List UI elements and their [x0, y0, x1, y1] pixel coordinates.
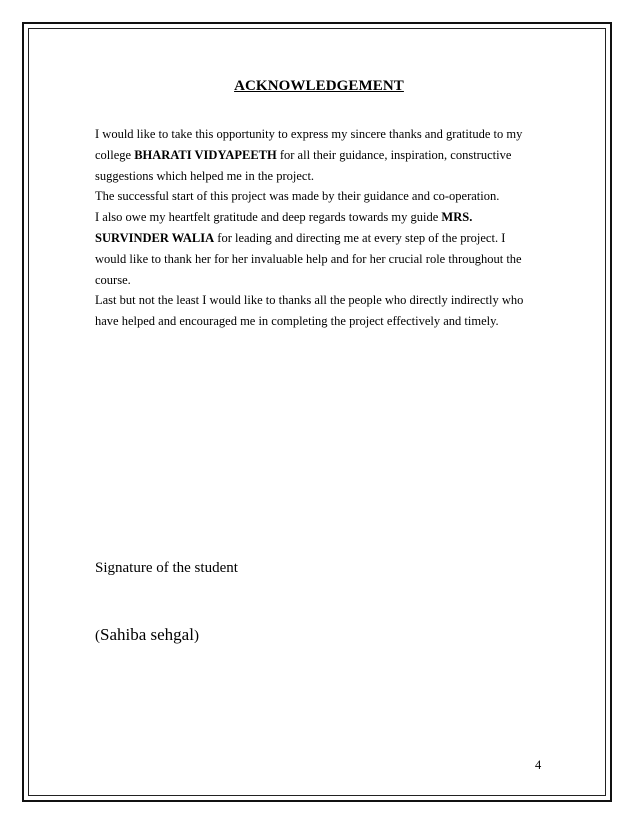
- body-line: would like to thank her for her invaluable help and for her crucial role throughout the: [95, 251, 522, 266]
- student-name-text: Sahiba sehgal: [100, 625, 194, 644]
- body-line: SURVINDER WALIA for leading and directing me at every step of the project. I: [95, 230, 506, 245]
- acknowledgement-body: [95, 124, 565, 332]
- body-line: have helped and encouraged me in completing the project effectively and timely.: [95, 314, 499, 329]
- open-paren: (: [95, 628, 100, 644]
- close-paren: ): [193, 628, 199, 644]
- signature-label: Signature of the student: [95, 560, 238, 576]
- page-title: ACKNOWLEDGEMENT: [234, 78, 404, 94]
- body-line: Last but not the least I would like to thanks all the people who directly indirectly who: [95, 293, 524, 308]
- college-name: BHARATI VIDYAPEETH: [134, 147, 277, 162]
- guide-title: MRS.: [441, 210, 473, 225]
- body-line: course.: [95, 272, 131, 287]
- student-name: [95, 625, 199, 645]
- guide-name: SURVINDER WALIA: [95, 230, 215, 245]
- body-line: college BHARATI VIDYAPEETH for all their guidance, inspiration, constructive: [95, 147, 512, 162]
- page-number: 4: [535, 758, 542, 772]
- body-line: The successful start of this project was made by their guidance and co-operation.: [95, 189, 500, 204]
- body-line: I would like to take this opportunity to express my sincere thanks and gratitude to my: [95, 127, 523, 141]
- body-line: suggestions which helped me in the project.: [95, 168, 315, 183]
- body-line: I also owe my heartfelt gratitude and deep regards towards my guide MRS.: [95, 210, 473, 225]
